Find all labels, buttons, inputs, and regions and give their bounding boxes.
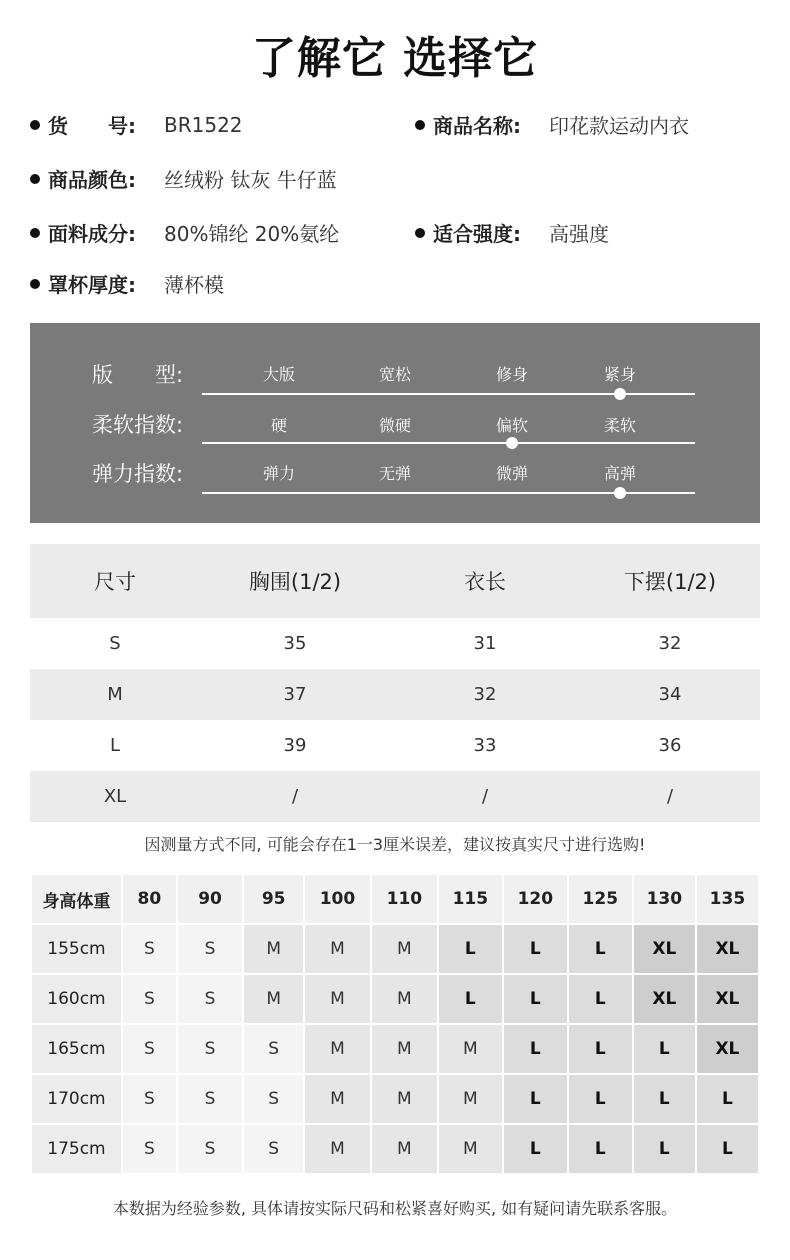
bullet-icon <box>415 120 425 130</box>
height-cell: 160cm <box>32 975 121 1023</box>
height-cell: 155cm <box>32 925 121 973</box>
size-cell: L <box>697 1075 758 1123</box>
size-cell: M <box>244 975 303 1023</box>
scale-marker-softness <box>506 437 518 449</box>
size-cell: XL <box>697 1025 758 1073</box>
scale-label-elasticity: 弹力指数: <box>92 462 184 486</box>
size-cell: S <box>178 1125 243 1173</box>
bullet-icon <box>30 279 40 289</box>
size-cell: M <box>244 925 303 973</box>
table-cell: / <box>580 771 760 822</box>
weight-header-cell: 130 <box>634 875 695 923</box>
size-cell: XL <box>697 975 758 1023</box>
weight-header-cell: 95 <box>244 875 303 923</box>
size-cell: L <box>634 1075 695 1123</box>
scale-option: 无弹 <box>378 464 412 483</box>
weight-header-cell: 115 <box>439 875 502 923</box>
table-cell: XL <box>30 771 200 822</box>
scale-option: 微弹 <box>495 464 529 483</box>
size-cell: S <box>178 1075 243 1123</box>
header-cell: 尺寸 <box>30 544 200 618</box>
size-cell: S <box>178 975 243 1023</box>
size-cell: L <box>569 925 632 973</box>
scale-option: 紧身 <box>603 365 637 384</box>
info-value: 高强度 <box>549 222 609 246</box>
height-cell: 175cm <box>32 1125 121 1173</box>
scale-label-fit: 版 型: <box>92 363 184 387</box>
size-cell: S <box>123 1125 176 1173</box>
size-cell: M <box>439 1125 502 1173</box>
table-cell: 39 <box>283 735 307 756</box>
height-cell: 165cm <box>32 1025 121 1073</box>
table-cell: 36 <box>658 735 682 756</box>
weight-header-cell: 125 <box>569 875 632 923</box>
size-cell: S <box>123 925 176 973</box>
size-cell: L <box>504 1025 567 1073</box>
weight-header-cell: 90 <box>178 875 243 923</box>
table-row <box>32 975 758 1023</box>
info-item-intensity <box>415 218 609 247</box>
size-cell: M <box>305 1075 370 1123</box>
size-cell: S <box>178 925 243 973</box>
info-value: 80%锦纶 20%氨纶 <box>164 222 340 246</box>
table-row <box>30 720 760 771</box>
size-cell: S <box>244 1125 303 1173</box>
table-cell: 32 <box>390 669 580 720</box>
table-row <box>32 925 758 973</box>
header-cell: 胸围(1/2) <box>200 544 390 618</box>
table-cell: 31 <box>473 633 497 654</box>
bullet-icon <box>30 174 40 184</box>
bullet-icon <box>30 120 40 130</box>
size-table-header <box>30 544 760 618</box>
size-cell: L <box>504 1125 567 1173</box>
scale-option: 偏软 <box>495 416 529 435</box>
size-table <box>30 544 760 822</box>
table-cell: / <box>200 771 390 822</box>
size-cell: XL <box>697 925 758 973</box>
table-cell: 32 <box>658 633 682 654</box>
disclaimer-note: 本数据为经验参数, 具体请按实际尺码和松紧喜好购买, 如有疑问请先联系客服。 <box>112 1199 678 1218</box>
scale-option: 硬 <box>270 416 288 435</box>
size-cell: M <box>439 1025 502 1073</box>
size-cell: L <box>569 975 632 1023</box>
weight-header-cell: 120 <box>504 875 567 923</box>
size-cell: L <box>439 925 502 973</box>
table-cell: 33 <box>473 735 497 756</box>
height-cell: 170cm <box>32 1075 121 1123</box>
size-cell: L <box>504 975 567 1023</box>
size-cell: XL <box>634 975 695 1023</box>
size-cell: L <box>569 1025 632 1073</box>
info-label: 面料成分: <box>48 222 136 246</box>
size-cell: M <box>372 1025 437 1073</box>
info-label: 货 号: <box>48 114 136 138</box>
size-cell: L <box>634 1025 695 1073</box>
scale-option: 修身 <box>495 365 529 384</box>
size-cell: L <box>439 975 502 1023</box>
scale-track <box>202 442 695 444</box>
scale-label-softness: 柔软指数: <box>92 413 184 437</box>
corner-header-cell: 身高体重 <box>32 875 121 923</box>
info-item-color <box>30 164 337 193</box>
fit-table-header <box>32 875 758 923</box>
size-cell: L <box>697 1125 758 1173</box>
scale-option: 微硬 <box>378 416 412 435</box>
size-cell: M <box>305 975 370 1023</box>
info-value: 丝绒粉 钛灰 牛仔蓝 <box>164 168 337 192</box>
info-value: 薄杯模 <box>164 273 224 297</box>
size-cell: M <box>372 925 437 973</box>
size-cell: M <box>305 1125 370 1173</box>
table-row <box>30 669 760 720</box>
size-cell: M <box>372 975 437 1023</box>
size-cell: L <box>634 1125 695 1173</box>
size-cell: S <box>244 1025 303 1073</box>
height-weight-table <box>30 873 760 1175</box>
bullet-icon <box>30 228 40 238</box>
table-row <box>30 771 760 822</box>
size-cell: S <box>123 1075 176 1123</box>
info-label: 罩杯厚度: <box>48 273 136 297</box>
scale-marker-fit <box>614 388 626 400</box>
size-cell: M <box>305 925 370 973</box>
size-cell: M <box>305 1025 370 1073</box>
info-item-fabric <box>30 218 339 247</box>
weight-header-cell: 80 <box>123 875 176 923</box>
size-cell: S <box>178 1025 243 1073</box>
table-row <box>32 1125 758 1173</box>
size-cell: M <box>439 1075 502 1123</box>
size-cell: XL <box>634 925 695 973</box>
size-cell: M <box>372 1075 437 1123</box>
size-cell: M <box>372 1125 437 1173</box>
table-cell: 37 <box>200 669 390 720</box>
info-label: 适合强度: <box>433 222 521 246</box>
page-title: 了解它 选择它 <box>251 33 539 84</box>
table-row <box>32 1025 758 1073</box>
scale-option: 柔软 <box>603 416 637 435</box>
info-value: 印花款运动内衣 <box>549 114 689 138</box>
header-cell: 下摆(1/2) <box>580 544 760 618</box>
scale-option: 宽松 <box>378 365 412 384</box>
size-cell: S <box>244 1075 303 1123</box>
table-cell: L <box>109 735 121 756</box>
size-cell: S <box>123 975 176 1023</box>
weight-header-cell: 135 <box>697 875 758 923</box>
table-cell: 34 <box>580 669 760 720</box>
info-label: 商品颜色: <box>48 168 136 192</box>
bullet-icon <box>415 228 425 238</box>
table-cell: S <box>109 633 121 654</box>
size-cell: L <box>569 1075 632 1123</box>
scale-option: 弹力 <box>262 464 296 483</box>
info-item-sku <box>30 110 243 139</box>
size-cell: L <box>504 925 567 973</box>
table-row <box>30 618 760 669</box>
scale-marker-elasticity <box>614 487 626 499</box>
size-cell: L <box>569 1125 632 1173</box>
info-label: 商品名称: <box>433 114 521 138</box>
fit-scale-panel <box>30 323 760 523</box>
measurement-note: 因测量方式不同, 可能会存在1一3厘米误差，建议按真实尺寸进行选购! <box>144 835 646 854</box>
size-cell: L <box>504 1075 567 1123</box>
info-value: BR1522 <box>164 112 243 137</box>
size-cell: S <box>123 1025 176 1073</box>
table-row <box>32 1075 758 1123</box>
weight-header-cell: 100 <box>305 875 370 923</box>
table-cell: 35 <box>283 633 307 654</box>
weight-header-cell: 110 <box>372 875 437 923</box>
info-item-cup <box>30 269 224 298</box>
info-item-product-name <box>415 110 689 139</box>
table-cell: M <box>30 669 200 720</box>
table-cell: / <box>390 771 580 822</box>
header-cell: 衣长 <box>390 544 580 618</box>
scale-option: 高弹 <box>603 464 637 483</box>
scale-option: 大版 <box>262 365 296 384</box>
